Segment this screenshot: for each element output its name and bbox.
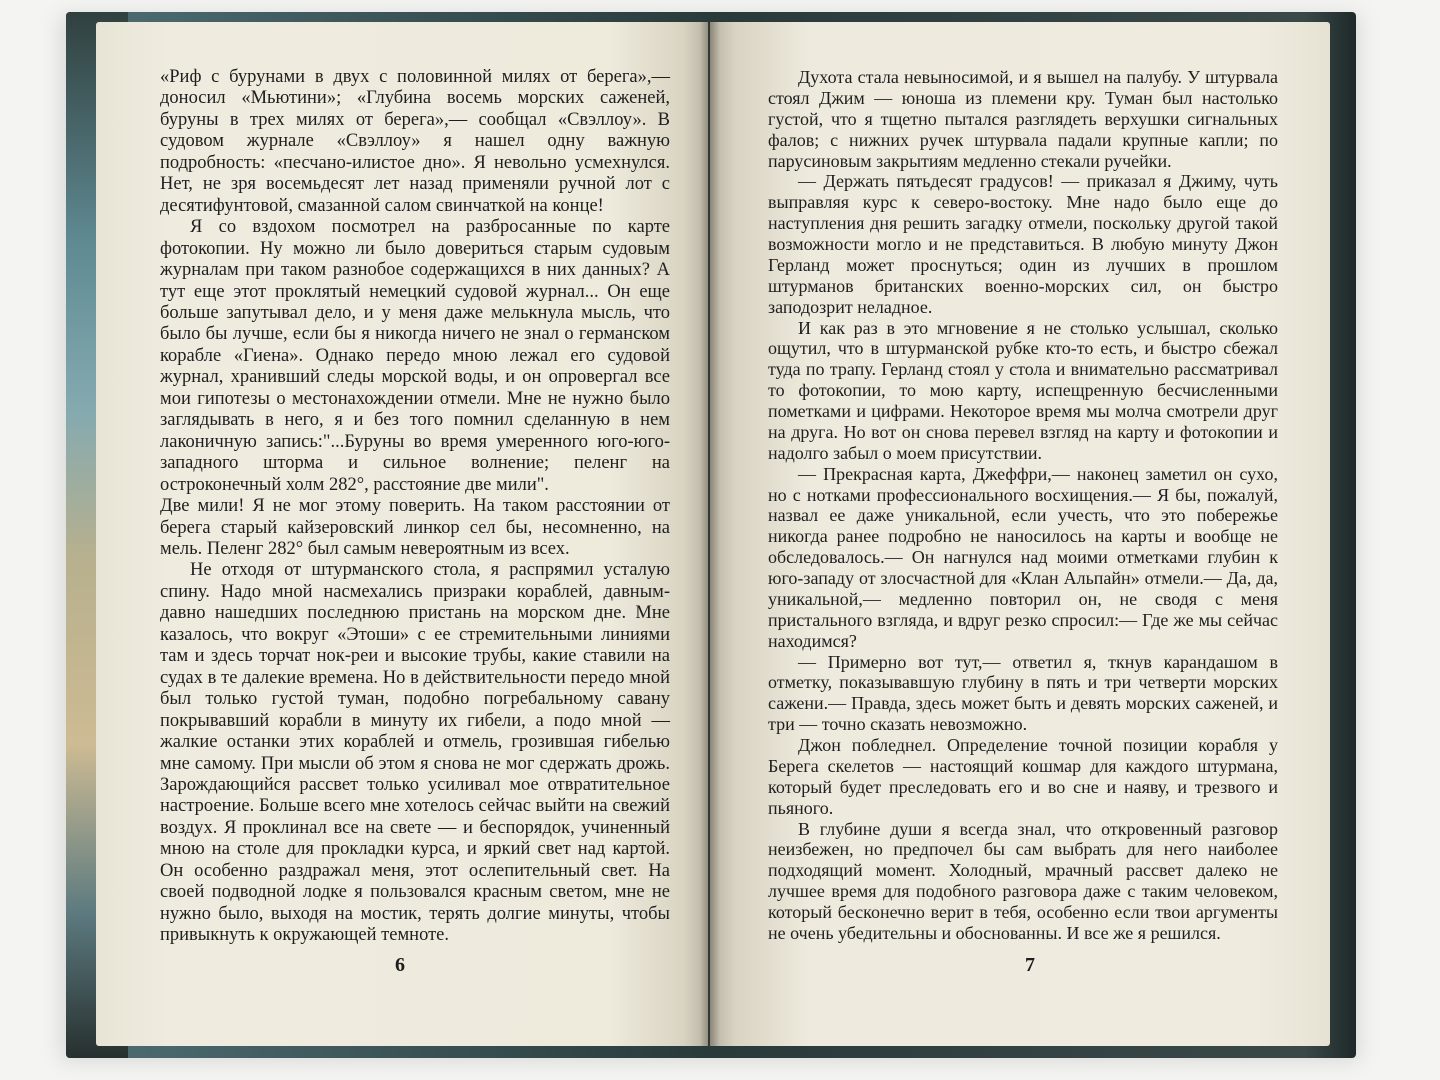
paragraph: Две мили! Я не мог этому поверить. На таком расстоянии от берега старый кайзеровский линкор сел бы, несомненно, на мель. Пеленг 282° был самым невероятным из всех.	[160, 496, 670, 559]
paragraph: В глубине души я всегда знал, что откровенный разговор неизбежен, но предпочел бы сам выбрать для него наиболее подходящий момент. Холодный, мрачный рассвет далеко не лучшее время для подобного разговора даже с таким человеком, который бесконечно верит в тебя, особенно если твои аргументы не очень убедительны и обоснованны. И все же я решился.	[768, 818, 1278, 943]
right-page-text	[768, 67, 1278, 944]
paragraph: — Прекрасная карта, Джеффри,— наконец заметил он сухо, но с нотками профессионального восхищения.— Я бы, пожалуй, назвал ее даже уникальной, если учесть, что это побережье никогда ранее подробно не наносилось на карты и вообще не обследовалось.— Он нагнулся над моими отметками глубин к юго-западу от злосчастной для «Клан Альпайн» отмели.— Да, да, уникальной,— медленно повторил он, не сводя с меня пристального взгляда, и вдруг резко спросил:— Где же мы сейчас находимся?	[768, 463, 1278, 651]
book-gutter	[700, 22, 720, 1046]
paragraph: Духота стала невыносимой, и я вышел на палубу. У штурвала стоял Джим — юноша из племени кру. Туман был настолько густой, что я тщетно пытался разглядеть верхушки сигнальных фалов; с нижних ручек штурвала падали крупные капли; по парусиновым закрытиям медленно стекали ручейки.	[768, 67, 1278, 171]
paragraph: И как раз в это мгновение я не столько услышал, сколько ощутил, что в штурманской рубке кто-то есть, и быстро сбежал туда по трапу. Герланд стоял у стола и внимательно рассматривал то фотокопии, то мою карту, испещренную бесчисленными пометками и цифрами. Некоторое время мы молча смотрели друг на друга. Но вот он снова перевел взгляд на карту и фотокопии и надолго забыл о моем присутствии.	[768, 317, 1278, 463]
paragraph: Не отходя от штурманского стола, я распрямил усталую спину. Надо мной насмехались призраки кораблей, давным-давно нашедших последнюю пристань на морском дне. Мне казалось, что вокруг «Этоши» с ее стремительными линиями там и здесь торчат нок-реи и высокие трубы, какие ставили на судах в те далекие времена. Но в действительности передо мной был только густой туман, подобно погребальному савану покрывавший корабли в минуту их гибели, а подо мной — жалкие останки этих кораблей и отмель, грозившая гибелью мне самому. При мысли об этом я снова не мог сдержать дрожь. Зарождающийся рассвет только усиливал мое отвратительное настроение. Больше всего мне хотелось сейчас выйти на свежий воздух. Я проклинал все на свете — и беспорядок, учиненный мною на столе для прокладки курса, и яркий свет над картой. Он особенно раздражал меня, этот ослепительный свет. На своей подводной лодке я пользовался красным светом, мне не нужно было, выходя на мостик, терять долгие минуты, чтобы привыкнуть к окружающей темноте.	[160, 560, 670, 946]
paragraph: Я со вздохом посмотрел на разбросанные по карте фотокопии. Ну можно ли было довериться старым судовым журналам при таком разнобое содержащихся в них данных? А тут еще этот проклятый немецкий судовой журнал... Он еще больше запутывал дело, и у меня даже мелькнула мысль, что было бы лучше, если бы я никогда ничего не знал о германском корабле «Гиена». Однако передо мною лежал его судовой журнал, хранивший следы морской воды, и он опровергал все мои гипотезы о местонахождении отмели. Мне не нужно было заглядывать в него, я и без того помнил сделанную в нем лаконичную запись:"...Буруны во время умеренного юго-юго-западного шторма и сильное волнение; пеленг на остроконечный холм 282°, расстояние две мили".	[160, 217, 670, 495]
page-number-left: 6	[395, 954, 405, 976]
paragraph: — Примерно вот тут,— ответил я, ткнув карандашом в отметку, показывавшую глубину в пять и три четверти морских сажени.— Правда, здесь может быть и девять морских саженей, и три — точно сказать невозможно.	[768, 651, 1278, 735]
right-page	[710, 22, 1330, 1046]
left-page-text	[160, 67, 670, 947]
paragraph: «Риф с бурунами в двух с половинной милях от берега»,— доносил «Мьютини»; «Глубина восемь морских саженей, буруны в трех милях от берега»,— сообщал «Свэллоу». В судовом журнале «Свэллоу» я нашел одну важную подробность: «песчано-илистое дно». Я невольно усмехнулся. Нет, не зря восемьдесят лет назад применяли ручной лот с десятифунтовой, смазанной салом свинчаткой на конце!	[160, 67, 670, 216]
left-page	[96, 22, 708, 1046]
paragraph: — Держать пятьдесят градусов! — приказал я Джиму, чуть выправляя курс к северо-востоку. Мне надо было еще до наступления дня решить загадку отмели, поскольку другой такой возможности могло и не представиться. В любую минуту Джон Герланд может проснуться; один из лучших в прошлом штурманов британских военно-морских сил, он быстро заподозрит неладное.	[768, 171, 1278, 317]
page-number-right: 7	[1025, 954, 1035, 976]
paragraph: Джон побледнел. Определение точной позиции корабля у Берега скелетов — настоящий кошмар для каждого штурмана, который будет преследовать его и во сне и наяву, и трезвого и пьяного.	[768, 735, 1278, 818]
